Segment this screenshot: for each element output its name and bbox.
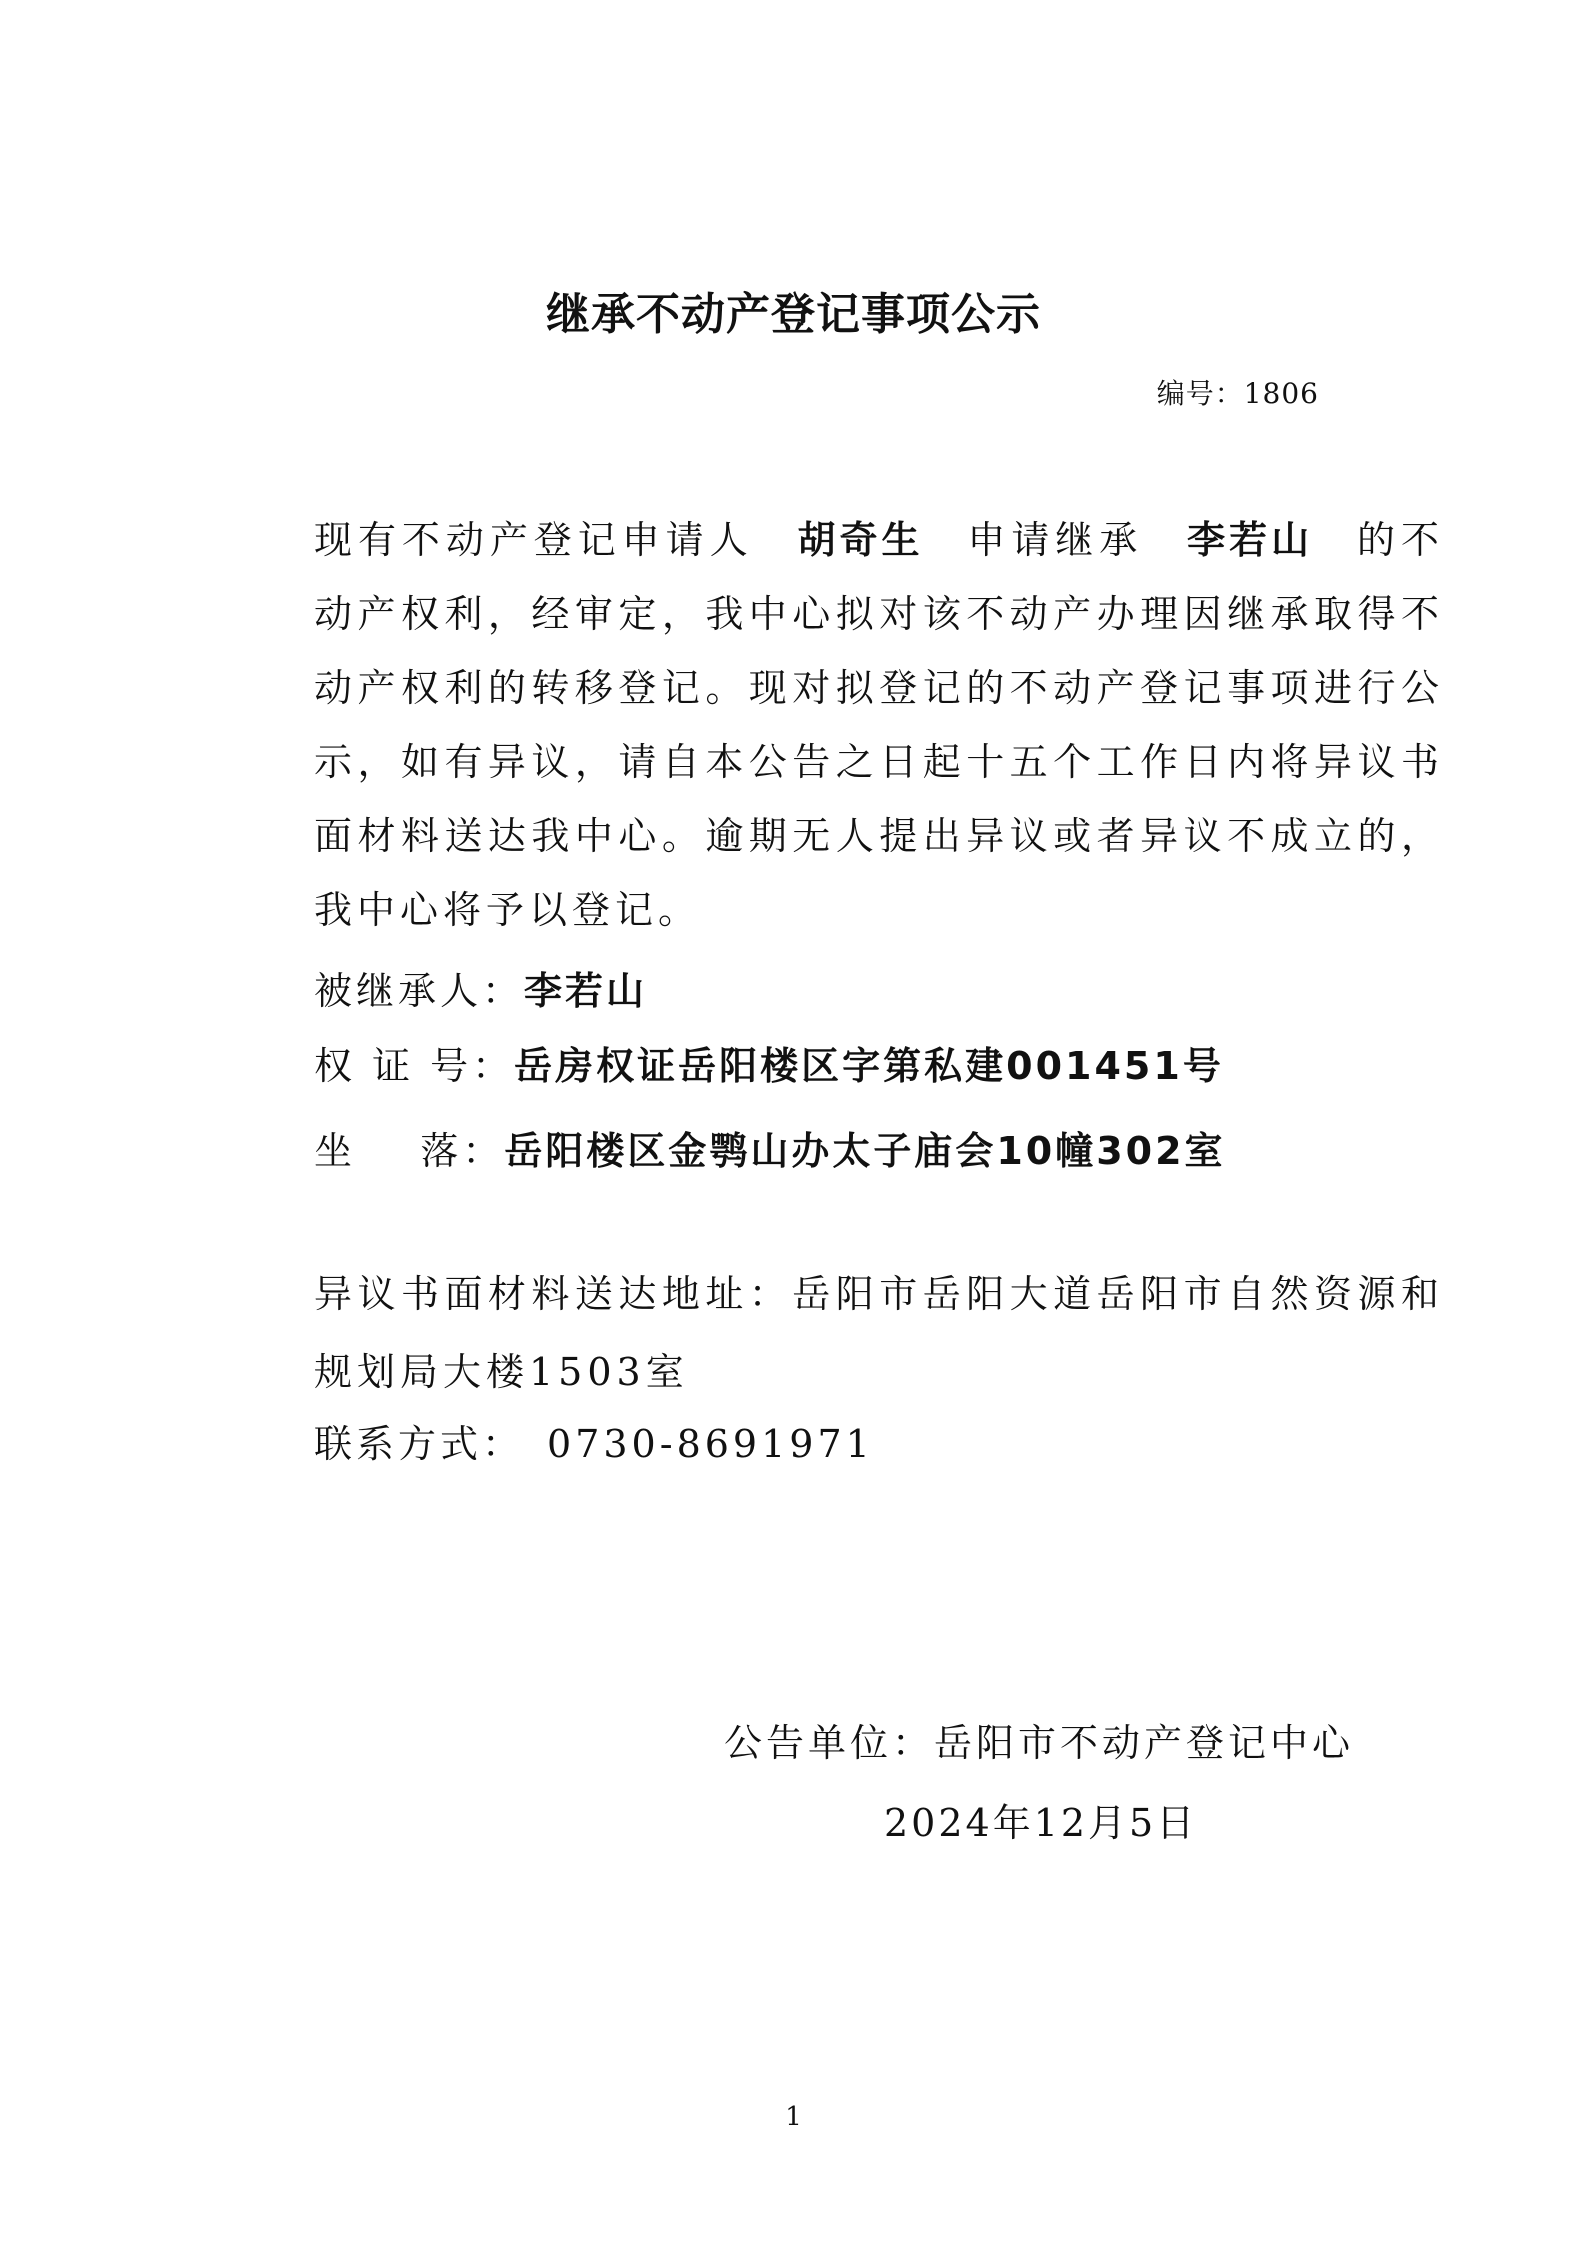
certificate-label: 权 证 号：: [314, 1044, 515, 1088]
paragraph-text-part2: 申请继承: [966, 518, 1144, 562]
contact-line: [314, 1413, 874, 1468]
location-field: [314, 1120, 1226, 1175]
issuer-line: 公告单位：岳阳市不动产登记中心: [724, 1721, 1355, 1765]
document-number-label: 编号：: [1156, 377, 1244, 410]
document-number-value: 1806: [1243, 377, 1319, 410]
contact-phone: 0730-8691971: [547, 1422, 874, 1466]
issue-date: 2024年12月5日: [884, 1801, 1198, 1845]
objection-address: 异议书面材料送达地址：岳阳市岳阳大道岳阳市自然资源和规划局大楼1503室: [314, 1272, 1444, 1394]
decedent-label: 被继承人：: [314, 969, 525, 1013]
decedent-name: 李若山: [1186, 518, 1314, 562]
decedent-field: [314, 960, 647, 1015]
applicant-name: 胡奇生: [796, 518, 924, 562]
paragraph-text-part1: 现有不动产登记申请人: [314, 518, 754, 562]
decedent-value: 李若山: [524, 969, 648, 1013]
certificate-value: 岳房权证岳阳楼区字第私建001451号: [514, 1044, 1224, 1088]
page-number: 1: [785, 2102, 802, 2132]
announcement-paragraph: [230, 503, 1444, 947]
document-number: [1157, 372, 1319, 412]
paragraph-text-part3: 的不动产权利，经审定，我中心拟对该不动产办理因继承取得不动产权利的转移登记。现对拟登记的不动产登记事项进行公示，如有异议，请自本公告之日起十五个工作日内将异议书面材料送达我中心。逾期无人提出异议或者异议不成立的，我中心将予以登记。: [314, 518, 1444, 932]
document-title: 继承不动产登记事项公示: [546, 289, 1041, 340]
contact-label: 联系方式：: [314, 1422, 525, 1466]
location-value: 岳阳楼区金鹗山办太子庙会10幢302室: [504, 1129, 1226, 1173]
certificate-field: [314, 1035, 1224, 1090]
location-label: 坐 落：: [314, 1129, 505, 1173]
